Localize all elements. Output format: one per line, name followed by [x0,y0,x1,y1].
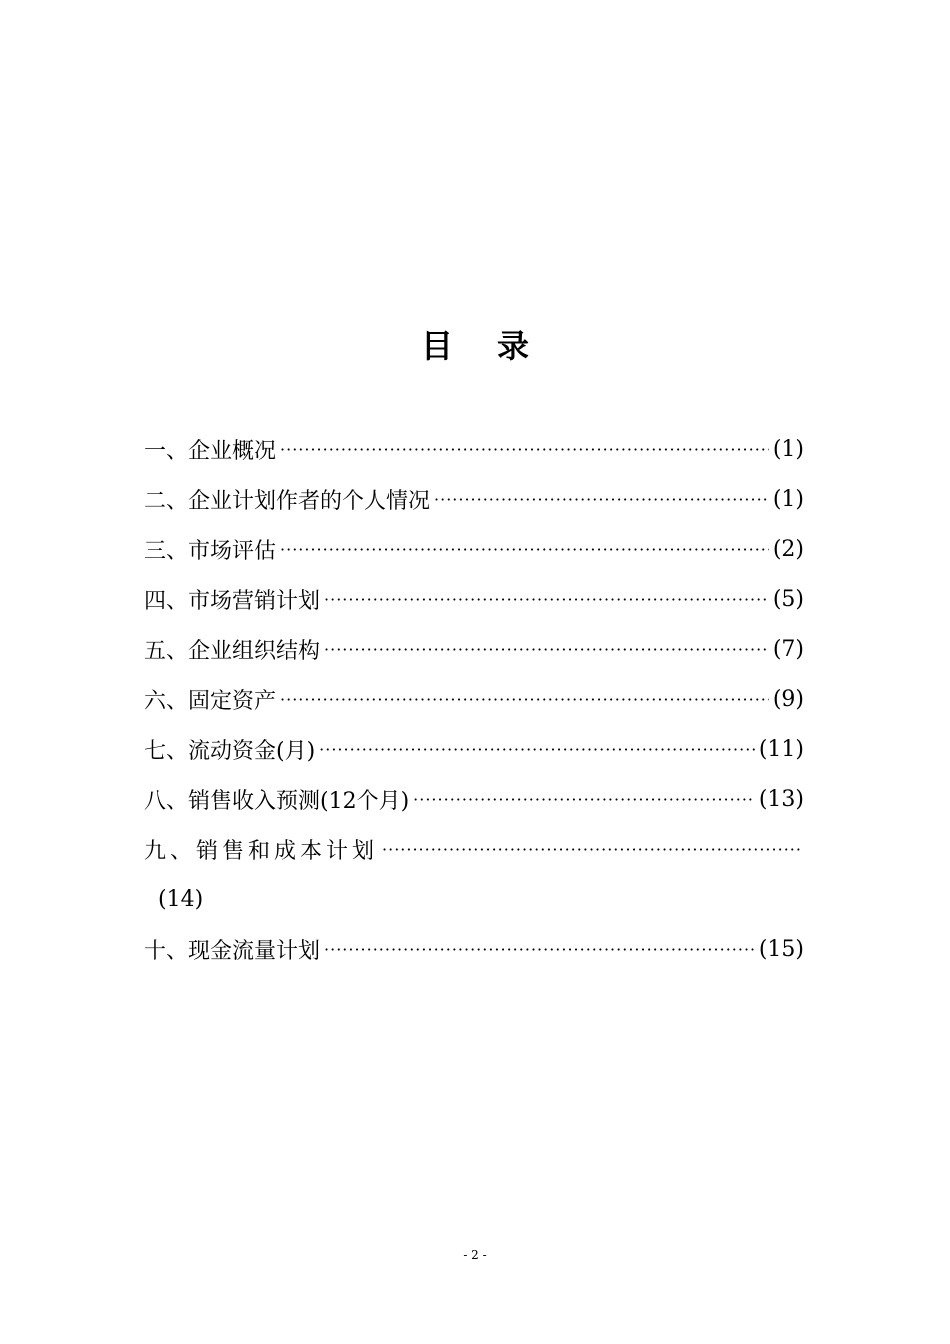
toc-entry-2[interactable] [144,474,804,524]
toc-entry-6[interactable] [144,674,804,724]
table-of-contents [144,424,804,974]
toc-entry-text: 三、市场评估 [144,538,277,564]
toc-entry-line [144,824,804,874]
toc-entry-page: (2) [772,536,804,562]
toc-entry-5[interactable] [144,624,804,674]
toc-entry-page: (5) [772,586,804,612]
toc-entry-1[interactable] [144,424,804,474]
toc-leader-dots [319,740,755,759]
toc-entry-3[interactable] [144,524,804,574]
toc-entry-page: (1) [772,436,804,462]
toc-entry-page: (7) [772,636,804,662]
toc-entry-text: 二、企业计划作者的个人情况 [144,488,431,514]
page-title: 目录 [420,327,573,365]
page-number: - 2 - [463,1248,487,1262]
toc-leader-dots [280,540,769,559]
toc-entry-text: 九、销售和成本计划 [144,838,379,864]
toc-entry-text: 一、企业概况 [144,438,277,464]
toc-entry-8[interactable] [144,774,804,824]
toc-entry-text: 七、流动资金(月) [144,738,316,764]
toc-entry-page: (1) [772,486,804,512]
toc-entry-text: 四、市场营销计划 [144,588,321,614]
toc-leader-dots [280,690,769,709]
toc-leader-dots [434,490,769,509]
toc-leader-dots [324,590,769,609]
toc-leader-dots [280,440,769,459]
toc-entry-9[interactable] [144,824,804,924]
toc-entry-page: (15) [758,936,804,962]
toc-entry-text: 八、销售收入预测(12个月) [144,788,410,814]
toc-entry-line [144,874,804,924]
toc-leader-dots [324,640,769,659]
toc-entry-page: (14) [158,886,204,912]
toc-leader-dots [382,840,800,859]
toc-entry-7[interactable] [144,724,804,774]
toc-entry-page: (11) [758,736,804,762]
toc-entry-page: (13) [758,786,804,812]
toc-entry-page: (9) [772,686,804,712]
toc-entry-text: 十、现金流量计划 [144,938,321,964]
toc-entry-text: 五、企业组织结构 [144,638,321,664]
toc-leader-dots [413,790,755,809]
toc-entry-10[interactable] [144,924,804,974]
toc-entry-text: 六、固定资产 [144,688,277,714]
toc-entry-4[interactable] [144,574,804,624]
toc-leader-dots [324,940,755,959]
